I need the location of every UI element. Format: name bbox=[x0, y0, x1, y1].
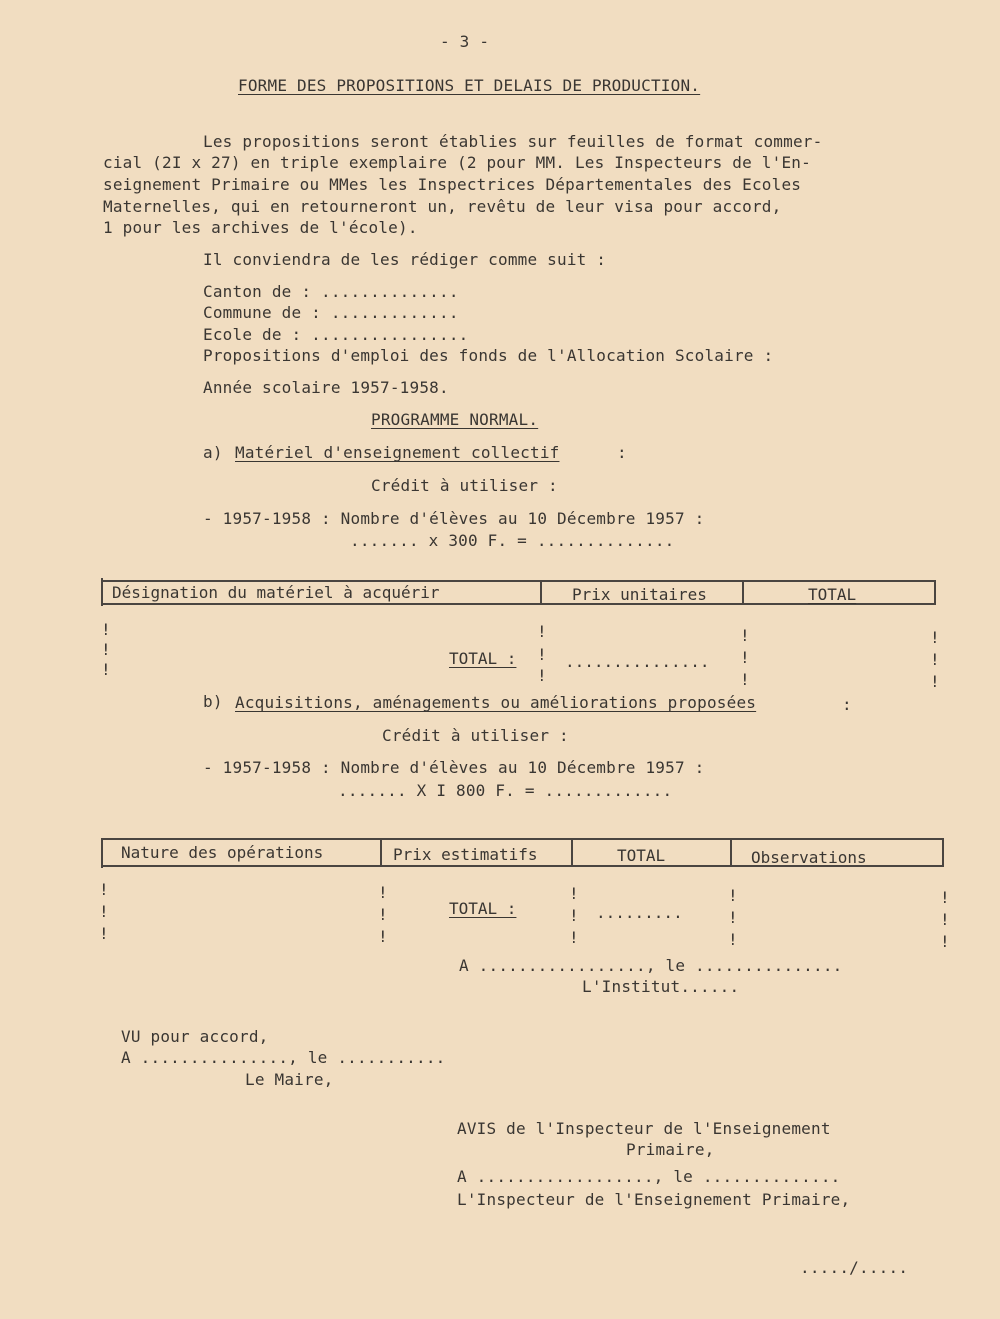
table-b-header-prix: Prix estimatifs bbox=[393, 845, 538, 864]
intro-line-1: Les propositions seront établies sur feuilles de format commer- bbox=[203, 132, 823, 151]
intro-line-2: cial (2I x 27) en triple exemplaire (2 pour MM. Les Inspecteurs de l'En- bbox=[103, 153, 811, 172]
intro-line-4: Maternelles, qui en retourneront un, revêtu de leur visa pour accord, bbox=[103, 197, 782, 216]
table-b-bang: ! bbox=[728, 908, 738, 927]
table-a-header-total: TOTAL bbox=[808, 585, 857, 604]
maire-place-date: A ..............., le ........... bbox=[121, 1048, 446, 1067]
table-b-bang: ! bbox=[378, 905, 388, 924]
section-b-suffix: : bbox=[842, 695, 852, 714]
table-a-bang: ! bbox=[101, 660, 111, 679]
section-a-credit: Crédit à utiliser : bbox=[371, 476, 558, 495]
inspecteur-avis: AVIS de l'Inspecteur de l'Enseignement bbox=[457, 1119, 831, 1138]
intro-line-3: seignement Primaire ou MMes les Inspectrices Départementales des Ecoles bbox=[103, 175, 802, 194]
page-number: - 3 - bbox=[440, 32, 490, 51]
table-b-bang: ! bbox=[99, 924, 109, 943]
section-b-prefix: b) bbox=[203, 692, 223, 711]
section-b-credit: Crédit à utiliser : bbox=[382, 726, 569, 745]
table-a-bang: ! bbox=[537, 666, 547, 685]
maire-vu: VU pour accord, bbox=[121, 1027, 269, 1046]
field-propositions: Propositions d'emploi des fonds de l'Allocation Scolaire : bbox=[203, 346, 774, 365]
table-a-bang: ! bbox=[930, 628, 940, 647]
section-a-suffix: : bbox=[617, 443, 627, 462]
section-a-heading: Matériel d'enseignement collectif bbox=[235, 443, 560, 462]
table-a-bang: ! bbox=[537, 645, 547, 664]
section-a-prefix: a) bbox=[203, 443, 223, 462]
table-b-bang: ! bbox=[378, 927, 388, 946]
table-a-header-designation: Désignation du matériel à acquérir bbox=[112, 583, 440, 602]
inspecteur-place-date: A .................., le .............. bbox=[457, 1167, 841, 1186]
inspecteur-avis-2: Primaire, bbox=[626, 1140, 715, 1159]
table-b-total-label: TOTAL : bbox=[449, 899, 517, 918]
document-title: FORME DES PROPOSITIONS ET DELAIS DE PRODUCTION. bbox=[238, 76, 701, 95]
field-commune: Commune de : ............. bbox=[203, 303, 459, 322]
inspecteur-role: L'Inspecteur de l'Enseignement Primaire, bbox=[457, 1190, 851, 1209]
maire-role: Le Maire, bbox=[245, 1070, 334, 1089]
table-a-bang: ! bbox=[930, 650, 940, 669]
table-b-bang: ! bbox=[940, 932, 950, 951]
field-annee: Année scolaire 1957-1958. bbox=[203, 378, 449, 397]
instruction-line: Il conviendra de les rédiger comme suit : bbox=[203, 250, 607, 269]
table-b-bang: ! bbox=[378, 883, 388, 902]
table-a-bang: ! bbox=[930, 672, 940, 691]
intro-line-5: 1 pour les archives de l'école). bbox=[103, 218, 418, 237]
table-b-bang: ! bbox=[569, 906, 579, 925]
section-a-eleves: - 1957-1958 : Nombre d'élèves au 10 Décembre 1957 : bbox=[203, 509, 705, 528]
table-b-header-total: TOTAL bbox=[617, 846, 666, 865]
table-a-bang: ! bbox=[740, 648, 750, 667]
table-a-bang: ! bbox=[740, 626, 750, 645]
table-b-bang: ! bbox=[99, 902, 109, 921]
table-a-bang: ! bbox=[101, 640, 111, 659]
table-b-bang: ! bbox=[569, 928, 579, 947]
table-a-bang: ! bbox=[101, 620, 111, 639]
table-b-header-observations: Observations bbox=[751, 848, 867, 867]
programme-heading: PROGRAMME NORMAL. bbox=[371, 410, 539, 429]
table-b-bang: ! bbox=[940, 888, 950, 907]
table-a-bang: ! bbox=[740, 670, 750, 689]
section-b-heading: Acquisitions, aménagements ou améliorations proposées bbox=[235, 693, 757, 712]
table-a-header-prix: Prix unitaires bbox=[572, 585, 707, 604]
table-b-bang: ! bbox=[569, 884, 579, 903]
table-b-total-dots: ......... bbox=[596, 903, 683, 922]
field-ecole: Ecole de : ................ bbox=[203, 325, 469, 344]
continuation-mark: ...../..... bbox=[800, 1258, 909, 1277]
table-a-total-label: TOTAL : bbox=[449, 649, 517, 668]
table-b-bang: ! bbox=[99, 880, 109, 899]
section-b-calc: ....... X I 800 F. = ............. bbox=[338, 781, 673, 800]
table-b-bang: ! bbox=[728, 930, 738, 949]
institut-role: L'Institut...... bbox=[582, 977, 740, 996]
table-b-bang: ! bbox=[940, 910, 950, 929]
institut-place-date: A ................., le ............... bbox=[459, 956, 843, 975]
section-a-calc: ....... x 300 F. = .............. bbox=[350, 531, 675, 550]
field-canton: Canton de : .............. bbox=[203, 282, 459, 301]
table-b-bang: ! bbox=[728, 886, 738, 905]
table-a-total-dots: ............... bbox=[565, 652, 710, 671]
table-b-header-nature: Nature des opérations bbox=[121, 843, 324, 862]
table-a-bang: ! bbox=[537, 622, 547, 641]
section-b-eleves: - 1957-1958 : Nombre d'élèves au 10 Décembre 1957 : bbox=[203, 758, 705, 777]
